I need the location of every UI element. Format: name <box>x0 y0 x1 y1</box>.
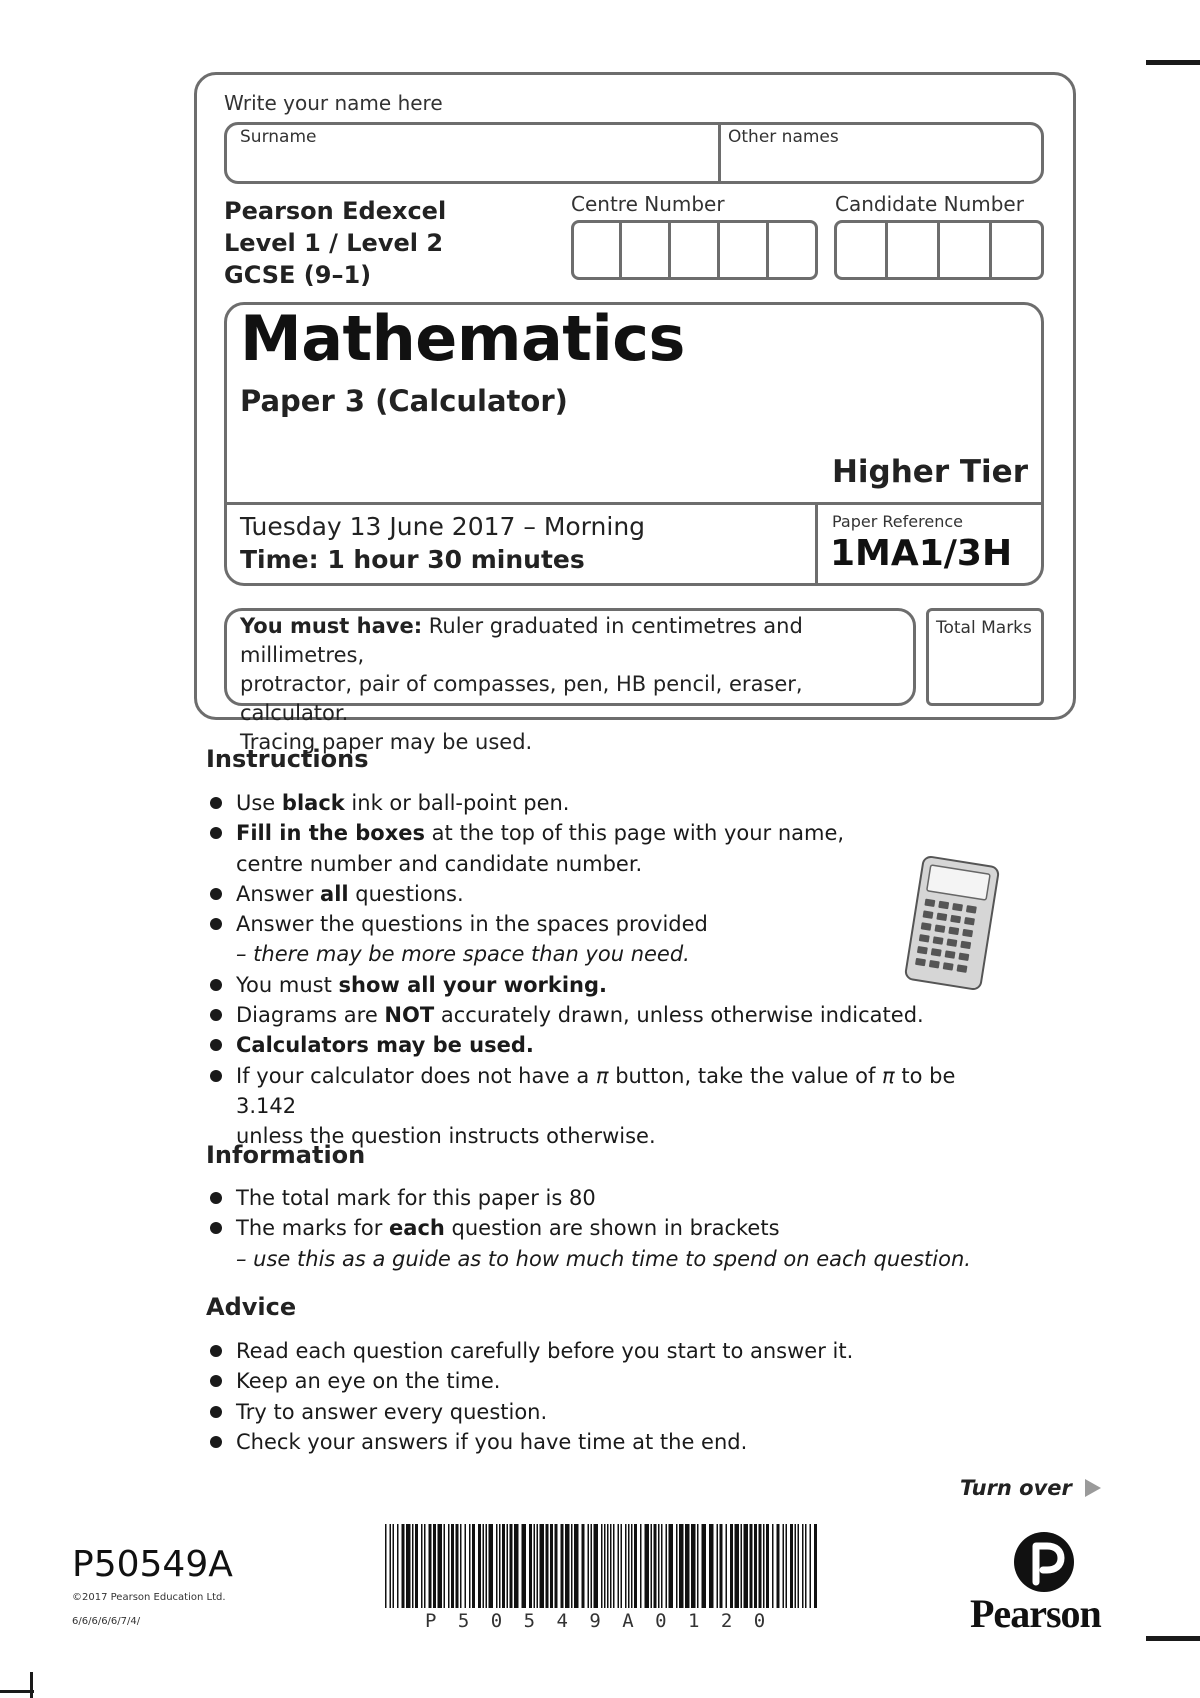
barcode-bar <box>534 1524 536 1608</box>
barcode-bar <box>658 1524 660 1608</box>
candidate-digit-sep <box>885 220 888 280</box>
barcode-bar <box>798 1524 800 1608</box>
barcode-bar <box>478 1524 481 1608</box>
barcode-bar <box>685 1524 690 1608</box>
calculator-icon <box>900 855 1004 991</box>
barcode-bar <box>726 1524 728 1608</box>
barcode-bar <box>496 1524 498 1608</box>
advice-heading: Advice <box>206 1293 297 1321</box>
barcode-bar <box>529 1524 532 1608</box>
advice-list <box>208 1336 1028 1457</box>
equipment-text <box>240 612 910 757</box>
barcode-bar <box>795 1524 797 1608</box>
barcode-bar <box>805 1524 807 1608</box>
barcode-bar <box>393 1524 395 1608</box>
exam-time: Time: 1 hour 30 minutes <box>240 545 585 574</box>
centre-digit-sep <box>766 220 769 280</box>
bullet-icon <box>210 888 222 900</box>
barcode-bar <box>790 1524 793 1608</box>
barcode-bar <box>702 1524 707 1608</box>
pearson-logo-icon <box>1012 1530 1076 1594</box>
title-block-vdivider <box>815 502 818 586</box>
barcode-bar <box>741 1524 743 1608</box>
paper-reference-label: Paper Reference <box>832 512 963 531</box>
list-item: The marks for each question are shown in brackets – use this as a guide as to how much time to spend on each question. <box>208 1213 1028 1274</box>
surname-field[interactable] <box>228 148 714 180</box>
other-names-field[interactable] <box>724 148 1040 180</box>
list-item: Try to answer every question. <box>208 1397 1028 1427</box>
barcode-bar <box>786 1524 788 1608</box>
barcode-bar <box>763 1524 765 1608</box>
barcode-bar <box>385 1524 387 1608</box>
barcode-bar <box>766 1524 769 1608</box>
barcode-bar <box>750 1524 753 1608</box>
board-level: Level 1 / Level 2 <box>224 229 444 257</box>
barcode-bar <box>565 1524 570 1608</box>
list-item: Diagrams are NOT accurately drawn, unless otherwise indicated. <box>208 1000 1008 1030</box>
barcode-bar <box>744 1524 749 1608</box>
bullet-icon <box>210 1375 222 1387</box>
title-block-divider <box>224 502 1044 505</box>
candidate-digit-sep <box>937 220 940 280</box>
board-info <box>224 195 446 291</box>
barcode-bar <box>594 1524 599 1608</box>
barcode-bar <box>460 1524 462 1608</box>
barcode-bar <box>601 1524 603 1608</box>
equipment-lead: You must have: <box>240 614 423 638</box>
list-item: The total mark for this paper is 80 <box>208 1183 1028 1213</box>
barcode-text: P 5 0 5 4 9 A 0 1 2 0 <box>425 1610 771 1632</box>
barcode-bar <box>438 1524 443 1608</box>
barcode-bar <box>540 1524 545 1608</box>
bullet-icon <box>210 979 222 991</box>
information-list <box>208 1183 1028 1274</box>
barcode-bar <box>607 1524 609 1608</box>
barcode-bar <box>640 1524 642 1608</box>
barcode-bar <box>588 1524 590 1608</box>
barcode-bar <box>591 1524 593 1608</box>
list-item: Fill in the boxes at the top of this page with your name, centre number and candidate number. <box>208 818 1008 879</box>
centre-digit-sep <box>619 220 622 280</box>
paper-reference-code: 1MA1/3H <box>830 533 1013 574</box>
barcode-bar <box>582 1524 585 1608</box>
paper-title: Paper 3 (Calculator) <box>240 384 568 418</box>
surname-label: Surname <box>240 127 317 147</box>
barcode-bar <box>661 1524 663 1608</box>
barcode-bar <box>451 1524 454 1608</box>
barcode-bar <box>433 1524 436 1608</box>
pearson-wordmark: Pearson <box>970 1591 1101 1636</box>
bullet-icon <box>210 1070 222 1082</box>
barcode-bar <box>645 1524 650 1608</box>
barcode-bar <box>537 1524 539 1608</box>
candidate-number-label: Candidate Number <box>835 192 1024 216</box>
barcode-bar <box>456 1524 459 1608</box>
barcode-bar <box>754 1524 757 1608</box>
list-item: Check your answers if you have time at the end. <box>208 1427 1028 1457</box>
list-item: Use black ink or ball-point pen. <box>208 788 1008 818</box>
barcode-bar <box>483 1524 485 1608</box>
bullet-icon <box>210 1345 222 1357</box>
registration-mark-bottom-left-v <box>30 1672 33 1698</box>
barcode-bar <box>783 1524 785 1608</box>
list-item: Answer the questions in the spaces provided – there may be more space than you need. <box>208 909 1008 970</box>
barcode-bar <box>777 1524 780 1608</box>
barcode-bar <box>406 1524 411 1608</box>
instructions-list <box>208 788 1008 1152</box>
barcode-bar <box>720 1524 723 1608</box>
barcode-bar <box>697 1524 699 1608</box>
bullet-icon <box>210 1222 222 1234</box>
barcode-bar <box>625 1524 627 1608</box>
bullet-icon <box>210 1436 222 1448</box>
barcode-bar <box>550 1524 553 1608</box>
barcode-bar <box>709 1524 714 1608</box>
barcode-bar <box>472 1524 475 1608</box>
instructions-heading: Instructions <box>206 745 369 773</box>
barcode-bar <box>634 1524 637 1608</box>
barcode-bar <box>489 1524 494 1608</box>
board-name: Pearson Edexcel <box>224 197 447 225</box>
total-marks-label: Total Marks <box>936 618 1032 638</box>
barcode-bar <box>429 1524 432 1608</box>
barcode-bar <box>561 1524 564 1608</box>
tier-label: Higher Tier <box>831 454 1028 490</box>
bullet-icon <box>210 797 222 809</box>
barcode-bar <box>810 1524 812 1608</box>
barcode-bar <box>654 1524 657 1608</box>
barcode-bar <box>412 1524 414 1608</box>
barcode-bar <box>759 1524 762 1608</box>
bullet-icon <box>210 1406 222 1418</box>
barcode-bar <box>735 1524 740 1608</box>
registration-mark-bottom-left <box>0 1690 34 1693</box>
list-item: Read each question carefully before you start to answer it. <box>208 1336 1028 1366</box>
barcode-bar <box>465 1524 467 1608</box>
barcode-bar <box>814 1524 817 1608</box>
barcode-bar <box>486 1524 488 1608</box>
barcode-bar <box>772 1524 774 1608</box>
barcode-bar <box>448 1524 450 1608</box>
barcode-bar <box>717 1524 719 1608</box>
bullet-icon <box>210 1039 222 1051</box>
barcode-bar <box>424 1524 426 1608</box>
write-name-label: Write your name here <box>224 91 443 115</box>
bullet-icon <box>210 1009 222 1021</box>
candidate-digit-sep <box>989 220 992 280</box>
name-box-divider <box>718 122 721 184</box>
bullet-icon <box>210 1192 222 1204</box>
barcode-bar <box>510 1524 513 1608</box>
print-code: 6/6/6/6/6/7/4/ <box>72 1616 141 1627</box>
equipment-line-1: Ruler graduated in centimetres and millimetres, <box>240 614 803 667</box>
board-qualification: GCSE (9–1) <box>224 261 372 289</box>
barcode <box>383 1524 819 1612</box>
list-item: Keep an eye on the time. <box>208 1366 1028 1396</box>
barcode-bar <box>507 1524 509 1608</box>
registration-mark-bottom-right <box>1146 1636 1200 1641</box>
barcode-bar <box>499 1524 501 1608</box>
centre-number-field[interactable] <box>571 220 818 280</box>
barcode-bar <box>621 1524 623 1608</box>
barcode-bar <box>571 1524 573 1608</box>
bullet-icon <box>210 918 222 930</box>
barcode-bar <box>679 1524 684 1608</box>
triangle-right-icon <box>1085 1479 1101 1497</box>
barcode-bar <box>651 1524 653 1608</box>
barcode-bar <box>669 1524 674 1608</box>
barcode-bar <box>610 1524 612 1608</box>
equipment-line-2: protractor, pair of compasses, pen, HB pencil, eraser, calculator. <box>240 672 803 725</box>
barcode-bar <box>444 1524 446 1608</box>
list-item: Calculators may be used. <box>208 1030 1008 1060</box>
barcode-bar <box>514 1524 519 1608</box>
barcode-bar <box>730 1524 733 1608</box>
registration-mark-top-right <box>1146 60 1200 65</box>
barcode-bar <box>502 1524 505 1608</box>
barcode-bar <box>469 1524 471 1608</box>
barcode-bar <box>631 1524 633 1608</box>
barcode-bar <box>691 1524 696 1608</box>
barcode-bar <box>546 1524 549 1608</box>
paper-code: P50549A <box>72 1544 233 1585</box>
centre-digit-sep <box>717 220 720 280</box>
subject-title: Mathematics <box>240 302 685 375</box>
barcode-bar <box>802 1524 804 1608</box>
other-names-label: Other names <box>728 127 839 147</box>
centre-number-label: Centre Number <box>571 192 725 216</box>
information-heading: Information <box>206 1141 366 1169</box>
barcode-bar <box>666 1524 668 1608</box>
equipment-line-3: Tracing paper may be used. <box>240 730 533 754</box>
bullet-icon <box>210 827 222 839</box>
barcode-bar <box>628 1524 630 1608</box>
list-item: You must show all your working. <box>208 970 1008 1000</box>
barcode-bar <box>522 1524 527 1608</box>
copyright-text: ©2017 Pearson Education Ltd. <box>72 1592 226 1603</box>
barcode-bar <box>574 1524 579 1608</box>
barcode-bar <box>415 1524 418 1608</box>
barcode-bar <box>555 1524 558 1608</box>
barcode-bar <box>397 1524 399 1608</box>
list-item: If your calculator does not have a π button, take the value of π to be 3.142 unless the question instructs otherwise. <box>208 1061 1008 1152</box>
barcode-bar <box>402 1524 405 1608</box>
list-item: Answer all questions. <box>208 879 1008 909</box>
exam-date: Tuesday 13 June 2017 – Morning <box>240 512 646 541</box>
turn-over-label: Turn over <box>960 1476 1101 1500</box>
barcode-bar <box>676 1524 678 1608</box>
barcode-bar <box>390 1524 392 1608</box>
barcode-bar <box>618 1524 620 1608</box>
barcode-bar <box>613 1524 615 1608</box>
barcode-bar <box>604 1524 606 1608</box>
barcode-bar <box>421 1524 423 1608</box>
centre-digit-sep <box>668 220 671 280</box>
